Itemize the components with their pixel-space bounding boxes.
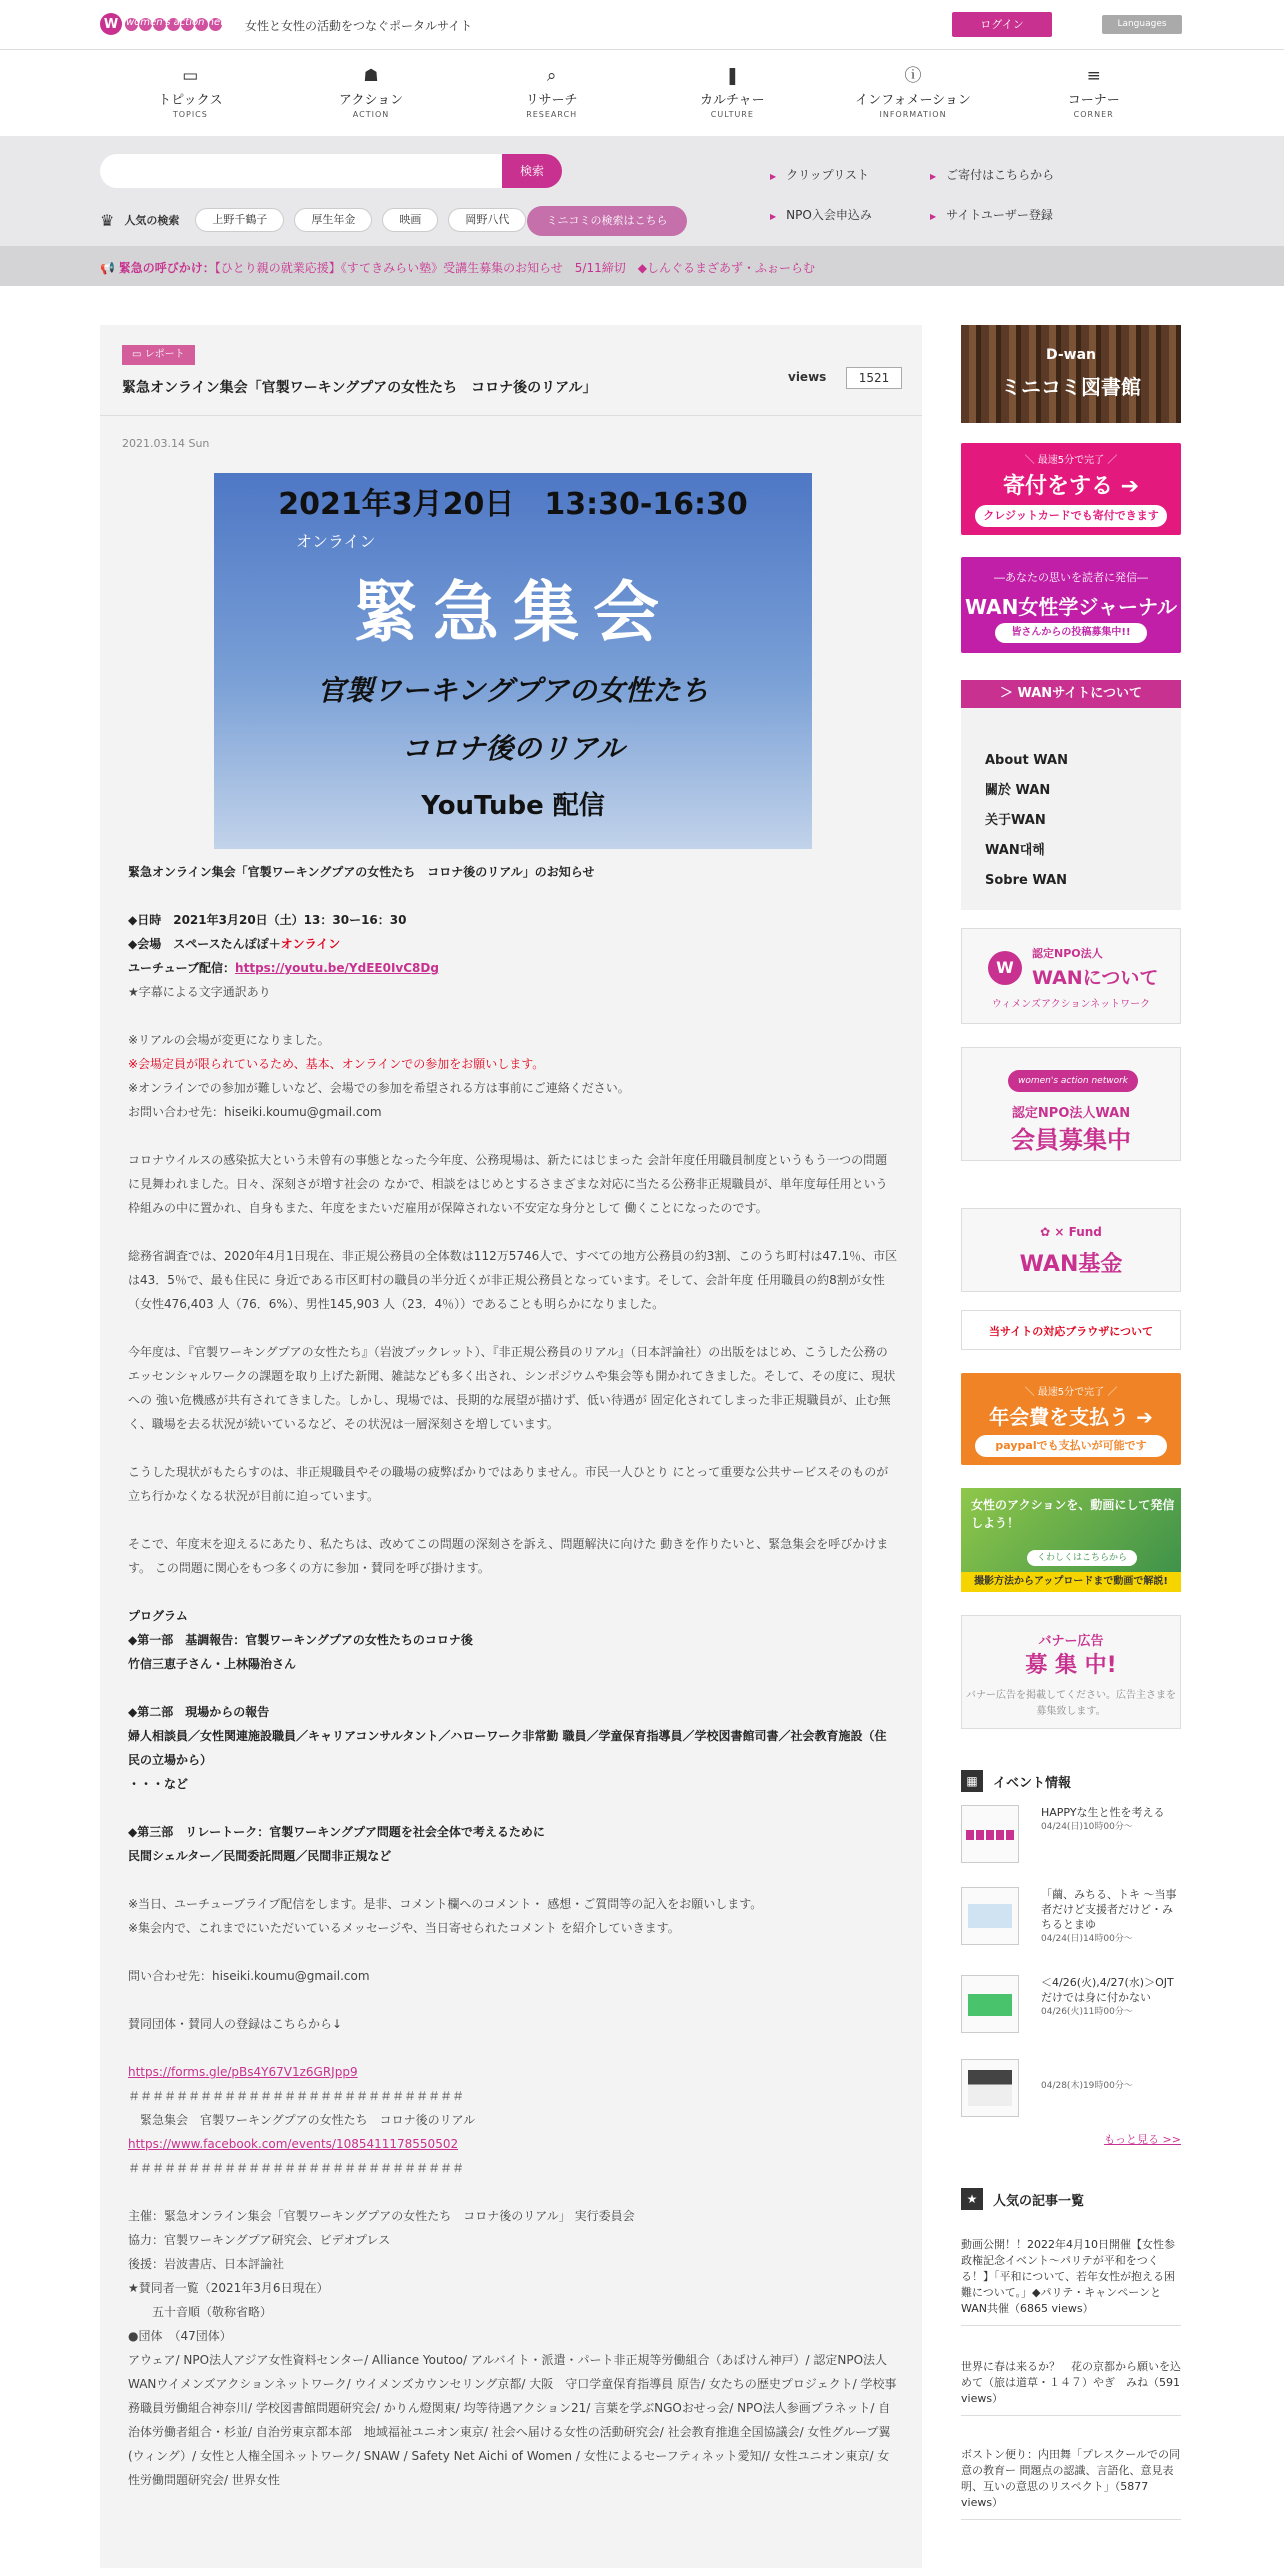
top-bar	[0, 0, 1284, 50]
member-title: 会員募集中	[1011, 1126, 1131, 1154]
youtube-link[interactable]: https://youtu.be/YdEE0IvC8Dg	[235, 961, 439, 975]
culture-icon: ❚	[725, 66, 740, 86]
support-note: 賛同団体・賛同人の登録はこちらから↓	[128, 2017, 343, 2031]
crown-icon: ♛	[100, 210, 115, 230]
nav-sublabel: RESEARCH	[526, 110, 578, 119]
logo-w-icon: W	[100, 13, 122, 35]
nav-label: コーナー	[1067, 93, 1120, 108]
banner-subtitle: 官製ワーキングプアの女性たち	[317, 674, 709, 707]
divider	[100, 415, 922, 416]
nav-label: トピックス	[158, 93, 223, 108]
popular-tag[interactable]: 上野千鶴子	[195, 208, 284, 232]
fund-title: WAN基金	[1019, 1252, 1123, 1277]
npo-title: WANについて	[1032, 967, 1159, 989]
event-item[interactable]	[961, 2059, 1181, 2123]
about-link[interactable]: Sobre WAN	[985, 873, 1068, 888]
video-cta: くわしくはこちらから	[1027, 1550, 1137, 1566]
journal-caption: 皆さんからの投稿募集中!!	[995, 623, 1147, 643]
paragraph: 総務省調査では、2020年4月1日現在、非正規公務員の全体数は112万5746人で、すべての地方公務員の約3割、このうち町村は47.1％、市区は43．5％で、最も住民に 身近である市区町村の職員の半分近くが非正規公務員となっています。そして、会計年度 任用職員の約8割が女性（女性476,403 人（76．6%）、男性145,903 人（23．4％））であることも明らかになりました。	[128, 1249, 898, 1311]
donate-banner[interactable]	[961, 443, 1181, 535]
megaphone-icon: 📢	[100, 261, 119, 275]
nav-label: リサーチ	[525, 93, 578, 108]
youtube-label: ユーチューブ配信：	[128, 961, 236, 975]
banner-heading: 緊急集会	[353, 574, 673, 651]
nav-sublabel: ACTION	[352, 110, 390, 119]
menu-icon: ≡	[1086, 66, 1101, 86]
article-date: 2021.03.14 Sun	[122, 437, 210, 450]
member-logo: women's action network	[1008, 1070, 1138, 1092]
calendar-icon: ▦	[961, 1770, 983, 1792]
npo-caption: ウィメンズアクションネットワーク	[991, 999, 1151, 1010]
event-title: 「繭、みちる、トキ 〜当事者だけど支援者だけど・みちるとまゆ	[1041, 1888, 1177, 1931]
banner-youtube: YouTube 配信	[421, 791, 605, 821]
paragraph: 今年度は、『官製ワーキングプアの女性たち』（岩波ブックレット）、『非正規公務員のリアル』（日本評論社）の出版をはじめ、こうした公務のエッセンシャルワークの課題を取り上げた新聞、雑誌なども多く出され、シンポジウムや集会等も開かれてきました。そして、その度に、現状への 強い危機感が共有されてきました。しかし、現場では、長期的な展望が描けず、低い待遇が 固定化されてしまった非正規職員が、止む無く、職場を去る状況が続いているなど、その状況は一層深刻さを増しています。	[128, 1345, 896, 1431]
nav-label: アクション	[338, 93, 404, 108]
popular-article[interactable]: ボストン便り：内田舞「プレスクールでの同意の教育ー 問題点の認識、言語化、意見表明、互いの意思のリスペクト」（5877 views）	[961, 2447, 1181, 2520]
article-panel	[100, 325, 922, 2568]
search-input[interactable]	[100, 154, 502, 188]
venue-online: オンライン	[280, 937, 341, 951]
event-item[interactable]	[961, 1975, 1181, 2039]
nav-action[interactable]	[281, 50, 462, 136]
urgent-label: 緊急の呼びかけ：	[118, 261, 215, 275]
quick-link-cliplist[interactable]	[770, 166, 869, 183]
triangle-icon: ▶	[930, 212, 937, 221]
quick-link-label: クリップリスト	[786, 168, 869, 182]
nav-culture[interactable]	[642, 50, 823, 136]
fee-caption: paypalでも支払いが可能です	[975, 1435, 1167, 1457]
urgent-notice[interactable]	[100, 259, 815, 276]
events-heading	[961, 1769, 1071, 1793]
event-thumbnail	[961, 1805, 1019, 1863]
banner-date: 2021年3月20日 13:30-16:30	[278, 487, 748, 522]
triangle-icon: ▶	[930, 172, 937, 181]
event-date: 04/26(火)11時00分〜	[1041, 2007, 1133, 2017]
npo-small: 認定NPO法人	[1032, 947, 1103, 960]
quick-link-register[interactable]	[930, 206, 1053, 223]
event-item[interactable]	[961, 1887, 1181, 1951]
nav-label: カルチャー	[700, 93, 765, 108]
paragraph: そこで、年度末を迎えるにあたり、私たちは、改めてこの問題の深刻さを訴え、問題解決に向けた 動きを作りたいと、緊急集会を呼びかけます。 この問題に関心をもつ多くの方に参加・賛同を呼び掛けます。	[128, 1537, 889, 1575]
program-heading: プログラム	[128, 1609, 188, 1623]
banner-online: オンライン	[296, 532, 376, 551]
donate-caption: クレジットカードでも寄付できます	[975, 505, 1167, 527]
triangle-icon: ▶	[770, 172, 777, 181]
about-link[interactable]: WAN대해	[985, 843, 1045, 858]
banner-subtitle2: コロナ後のリアル	[401, 732, 625, 765]
note: ※集会内で、これまでにいただいているメッセージや、当日寄せられたコメント を紹介していきます。	[128, 1921, 680, 1935]
topics-icon: ▭	[182, 66, 199, 86]
note: ※オンラインでの参加が難しいなど、会場での参加を希望される方は事前にご連絡ください。	[128, 1081, 630, 1095]
nav-sublabel: TOPICS	[172, 110, 208, 119]
popular-label: 人気の検索	[124, 214, 180, 227]
event-banner-image	[214, 473, 812, 849]
subtitles-note: ★字幕による文字通訳あり	[128, 985, 271, 999]
views-label: views	[788, 370, 827, 384]
popular-tag[interactable]: 厚生年金	[294, 208, 372, 232]
popular-article[interactable]: 動画公開！！2022年4月10日開催【女性参政権記念イベント〜パリテが平和をつくる！】「平和について、若年女性が抱える困難について。」◆パリテ・キャンペーンとWAN共催（6865 views）	[961, 2237, 1181, 2326]
article-body	[128, 860, 898, 2492]
member-banner[interactable]	[961, 1047, 1181, 1161]
program-part2: ◆第二部 現場からの報告	[128, 1705, 270, 1719]
fund-banner[interactable]	[961, 1208, 1181, 1292]
main-nav	[100, 50, 1184, 136]
wan-logo[interactable]	[100, 10, 249, 38]
dwan-subtitle: ミニコミ図書館	[1001, 375, 1141, 399]
npo-banner[interactable]	[961, 928, 1181, 1024]
contact: 問い合わせ先：hiseiki.koumu@gmail.com	[128, 1969, 370, 1983]
nav-label: インフォメーション	[855, 93, 971, 108]
event-thumbnail	[961, 1975, 1019, 2033]
program-part2-etc: ・・・など	[128, 1777, 189, 1791]
popular-searches	[100, 208, 526, 232]
nav-sublabel: CORNER	[1073, 110, 1114, 119]
information-icon: ⓘ	[904, 66, 922, 86]
quick-link-npo-join[interactable]	[770, 206, 872, 223]
paragraph: コロナウイルスの感染拡大という未曾有の事態となった今年度、公務現場は、新たにはじまった 会計年度任用職員制度というもう一つの問題に見舞われました。日々、深刻さが増す社会の なかで、相談をはじめとするさまざまな対応に当たる公務非正規職員が、単年度毎任用という 枠組みの中に置かれ、自身もまた、年度をまたいだ雇用が保障されない不安定な身分として 働くことになったのです。	[128, 1153, 892, 1215]
logo-text: women's action network	[126, 17, 249, 28]
event-title: HAPPYな生と性を考える	[1041, 1806, 1165, 1819]
nav-topics[interactable]	[100, 50, 281, 136]
category-label: レポート	[144, 349, 185, 360]
quick-link-label: サイトユーザー登録	[946, 208, 1053, 222]
donate-small: ＼ 最速5分で完了 ／	[1024, 455, 1118, 466]
intro: 緊急オンライン集会「官製ワーキングプアの女性たち コロナ後のリアル」のお知らせ	[128, 865, 595, 879]
browser-text: 当サイトの対応ブラウザについて	[988, 1325, 1153, 1338]
event-thumbnail	[961, 2059, 1019, 2117]
event-date: 04/28(木)19時00分〜	[1041, 2081, 1133, 2091]
hash-line: ＃＃＃＃＃＃＃＃＃＃＃＃＃＃＃＃＃＃＃＃＃＃＃＃＃＃＃＃	[128, 2089, 465, 2103]
event-date: ◆日時 2021年3月20日（土）13：30ー16：30	[128, 913, 407, 927]
venue: ◆会場 スペースたんぽぽ＋	[128, 937, 281, 951]
fund-small: ✿ × Fund	[1040, 1225, 1102, 1239]
urgent-bar	[0, 246, 1284, 286]
triangle-icon: ▶	[770, 212, 777, 221]
program-part3-detail: 民間シェルター／民間委託問題／民間非正規など	[128, 1849, 392, 1863]
fee-small: ＼ 最速5分で完了 ／	[1024, 1387, 1118, 1398]
star-icon: ★	[961, 2188, 983, 2210]
category-badge[interactable]	[122, 345, 195, 365]
program-part2-detail: 婦人相談員／女性関連施設職員／キャリアコンサルタント／ハローワーク非常勤 職員／学童保育指導員／学校図書館司書／社会教育施設（住民の立場から）	[128, 1729, 887, 1767]
contact: お問い合わせ先：hiseiki.koumu@gmail.com	[128, 1105, 382, 1119]
tagline: 女性と女性の活動をつなぐポータルサイト	[245, 19, 473, 33]
dwan-title: D-wan	[1045, 347, 1097, 363]
sponsorship: 後援：岩波書店、日本評論社	[128, 2257, 285, 2271]
event-date: 04/24(日)10時00分〜	[1041, 1822, 1133, 1832]
research-icon: ⌕	[546, 66, 557, 86]
cooperation: 協力：官製ワーキングプア研究会、ビデオプレス	[128, 2233, 391, 2247]
popular-tag[interactable]: 映画	[382, 208, 438, 232]
ad-banner[interactable]	[961, 1615, 1181, 1729]
video-title: 女性のアクションを、動画にして発信しよう！	[971, 1498, 1175, 1530]
browser-support-link[interactable]	[961, 1310, 1181, 1350]
popular-heading	[961, 2187, 1084, 2211]
supporters-heading: ★賛同者一覧（2021年3月6日現在）	[128, 2281, 329, 2295]
about-link[interactable]: About WAN	[985, 753, 1068, 768]
about-link[interactable]: 关于WAN	[985, 813, 1046, 828]
groups-heading: ●団体 （47団体）	[128, 2329, 232, 2343]
paragraph: こうした現状がもたらすのは、非正規職員やその職場の疲弊ばかりではありません。市民一人ひとり にとって重要な公共サービスそのものが立ち行かなくなる状況が目前に迫っています。	[128, 1465, 889, 1503]
event-thumbnail	[961, 1887, 1019, 1945]
popular-heading-text: 人気の記事一覧	[993, 2193, 1085, 2209]
quick-link-label: ご寄付はこちらから	[946, 168, 1055, 182]
languages-button[interactable]: Languages	[1102, 15, 1182, 34]
nav-corner[interactable]	[1003, 50, 1184, 136]
folder-icon: ▭	[132, 349, 145, 360]
form-link[interactable]: https://forms.gle/pBs4Y67V1z6GRJpp9	[128, 2065, 358, 2079]
events-heading-text: イベント情報	[993, 1775, 1072, 1791]
ad-caption: バナー広告を掲載してください。広告主さまを募集致します。	[966, 1690, 1176, 1717]
action-icon: ☗	[363, 66, 379, 86]
program-part3: ◆第三部 リレートーク：官製ワーキングプア問題を社会全体で考えるために	[128, 1825, 545, 1839]
urgent-text: 【ひとり親の就業応援】《すてきみらい塾》受講生募集のお知らせ 5/11締切 ◆しんぐるまざあず・ふぉーらむ	[214, 261, 815, 275]
facebook-title: 緊急集会 官製ワーキングプアの女性たち コロナ後のリアル	[128, 2113, 476, 2127]
login-button[interactable]: ログイン	[952, 12, 1052, 37]
quick-link-donate[interactable]	[930, 166, 1054, 183]
event-date: 04/24(日)14時00分〜	[1041, 1934, 1133, 1944]
note: ※リアルの会場が変更になりました。	[128, 1033, 330, 1047]
about-wan-box	[961, 680, 1181, 910]
organizer: 主催：緊急オンライン集会「官製ワーキングプアの女性たち コロナ後のリアル」 実行委員会	[128, 2209, 635, 2223]
nav-research[interactable]	[461, 50, 642, 136]
program-part1-speakers: 竹信三恵子さん・上林陽治さん	[128, 1657, 297, 1671]
note: ※当日、ユーチューブライブ配信をします。是非、コメント欄へのコメント・ 感想・ご質問等の記入をお願いします。	[128, 1897, 763, 1911]
hash-line: ＃＃＃＃＃＃＃＃＃＃＃＃＃＃＃＃＃＃＃＃＃＃＃＃＃＃＃＃	[128, 2161, 465, 2175]
journal-banner[interactable]	[961, 557, 1181, 653]
event-item[interactable]	[961, 1805, 1181, 1869]
video-banner[interactable]	[961, 1488, 1181, 1592]
ad-title: 募 集 中!	[1025, 1653, 1117, 1678]
fee-title: 年会費を支払う ➔	[989, 1405, 1153, 1429]
popular-article[interactable]: 世界に春は来るか？ 花の京都から願いを込めて（旅は道草・１４７）やぎ みね（591 views）	[961, 2359, 1181, 2416]
events-more-link[interactable]: もっと見る >>	[1104, 2133, 1181, 2146]
membership-fee-banner[interactable]	[961, 1373, 1181, 1465]
quick-link-label: NPO入会申込み	[786, 208, 872, 222]
article-title: 緊急オンライン集会「官製ワーキングプアの女性たち コロナ後のリアル」	[122, 380, 597, 396]
journal-title: WAN女性学ジャーナル	[965, 595, 1177, 619]
event-title: ＜4/26(火),4/27(水)＞OJTだけでは身に付かない	[1041, 1976, 1174, 2004]
donate-title: 寄付をする ➔	[1002, 474, 1140, 499]
views-count: 1521	[846, 367, 902, 389]
facebook-link[interactable]: https://www.facebook.com/events/1085411178550502	[128, 2137, 459, 2151]
minicomi-search-button[interactable]: ミニコミの検索はこちら	[527, 206, 687, 236]
program-part1: ◆第一部 基調報告：官製ワーキングプアの女性たちのコロナ後	[128, 1633, 473, 1647]
nav-information[interactable]	[823, 50, 1004, 136]
popular-tag[interactable]: 岡野八代	[448, 208, 526, 232]
journal-small: ―あなたの思いを読者に発信―	[994, 571, 1148, 584]
nav-sublabel: INFORMATION	[879, 110, 947, 119]
ad-small: バナー広告	[1038, 1634, 1104, 1649]
group-names: アウェア/ NPO法人アジア女性資料センター/ Alliance Youtoo/ アルバイト・派遣・パート非正規等労働組合（あぱけん神戸）/ 認定NPO法人WANウイメンズアクションネットワーク/ ウイメンズカウンセリング京都/ 大阪 守口学童保育指導員 原告/ 女たちの歴史プロジェクト/ 学校事務職員労働組合神奈川/ 学校図書館問題研究会/ かりん燈関東/ 均等待遇アクション21/ 言葉を学ぶNGOおせっ会/ NPO法人参画プラネット/ 自治体労働者組合・杉並/ 自治労東京都本部 地域福祉ユニオン東京/ 社会へ届ける女性の活動研究会/ 社会教育推進全国協議会/ 女性グループ翼(ウィング）/ 女性と人権全国ネットワーク/ SNAW / Safety Net Aichi of Women / 女性によるセーフティネット愛知// 女性ユニオン東京/ 女性労働問題研究会/ 世界女性	[128, 2353, 897, 2487]
wan-w-icon: W	[988, 951, 1022, 985]
supporters-order: 五十音順（敬称省略）	[128, 2305, 273, 2319]
member-small: 認定NPO法人WAN	[1011, 1106, 1131, 1121]
search-button[interactable]: 検索	[502, 154, 562, 188]
nav-sublabel: CULTURE	[710, 110, 754, 119]
dwan-library-banner[interactable]	[961, 325, 1181, 423]
video-footer: 撮影方法からアップロードまで動画で解説!	[961, 1572, 1181, 1592]
note-red: ※会場定員が限られているため、基本、オンラインでの参加をお願いします。	[128, 1057, 545, 1071]
about-link[interactable]: 關於 WAN	[985, 783, 1051, 798]
search-band	[0, 136, 1284, 246]
about-heading[interactable]: ＞ WANサイトについて	[961, 680, 1181, 708]
